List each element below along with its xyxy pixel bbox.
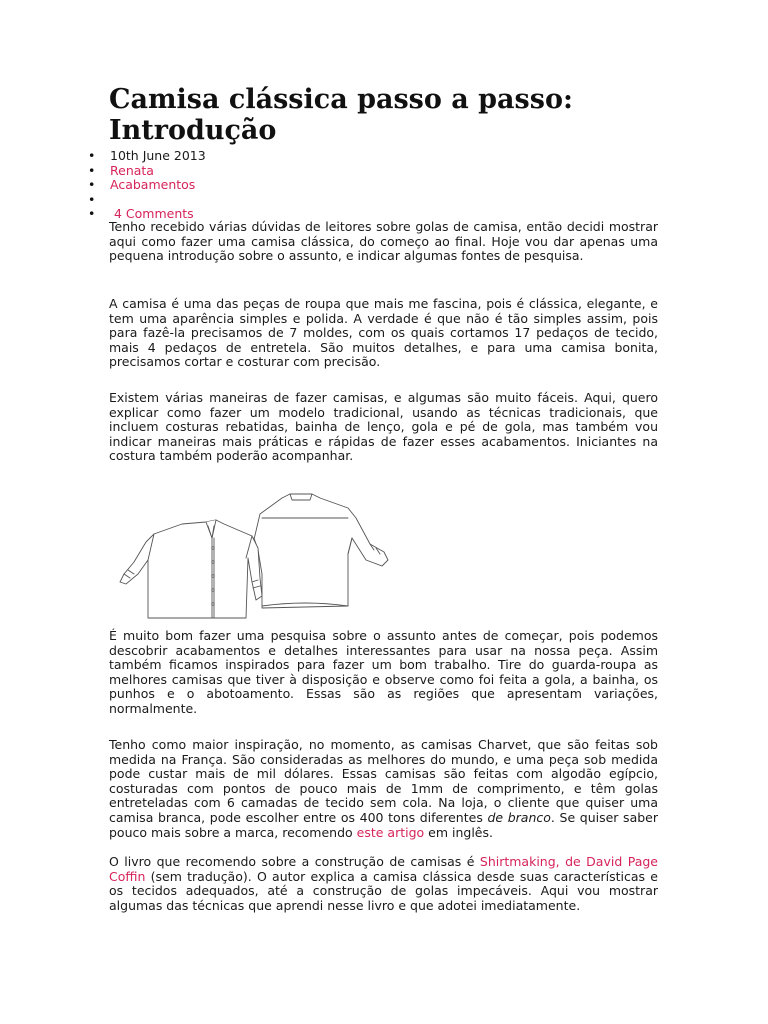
shirt-back-view [252, 494, 388, 608]
shirt-front-view [120, 520, 262, 618]
empty-meta-item [88, 193, 206, 208]
paragraph-intro: Tenho recebido várias dúvidas de leitores sobre golas de camisa, então decidi mostrar aqui como fazer uma camisa clássica, do começo ao final. Hoje vou dar apenas uma pequena introdução sobre o assunto, e indicar algumas fontes de pesquisa. [109, 219, 658, 264]
paragraph-livro [109, 855, 658, 913]
post-date: • 10th June 2013 [88, 149, 206, 164]
author-link[interactable]: • Renata [88, 164, 206, 179]
charvet-text-c: em inglês. [424, 824, 493, 840]
category-link[interactable]: • Acabamentos [88, 178, 206, 193]
livro-text-a: O livro que recomendo sobre a construção de camisas é [109, 854, 480, 869]
este-artigo-link[interactable]: este artigo [356, 824, 425, 840]
charvet-emphasis: de branco [487, 809, 551, 825]
paragraph-pesquisa: É muito bom fazer uma pesquisa sobre o assunto antes de começar, pois podemos descobrir acabamentos e detalhes interessantes para usar na nossa peça. Assim também ficamos inspirados para fazer um bom trabalho. Tire do guarda-roupa as melhores camisas que tiver à disposição e observe como foi feita a gola, a bainha, os punhos e o abotoamento. Essas são as regiões que apresentam variações, normalmente. [109, 628, 658, 716]
post-meta-list [88, 149, 206, 222]
shirtmaking-book-link[interactable]: Shirtmaking, de David Page Coffin [109, 854, 658, 884]
shirt-illustration [112, 478, 402, 620]
article-title: Camisa clássica passo a passo: Introdução [109, 84, 573, 146]
livro-text-b: (sem tradução). O autor explica a camisa clássica desde suas características e os tecidos adequados, até a construção de golas impecáveis. Aqui vou mostrar algumas das técnicas que aprendi nesse livro e que adotei imediatamente. [109, 868, 658, 913]
charvet-text-b: . Se quiser saber pouco mais sobre a marca, recomendo [109, 809, 658, 840]
paragraph-maneiras: Existem várias maneiras de fazer camisas, e algumas são muito fáceis. Aqui, quero explicar como fazer um modelo tradicional, usando as técnicas tradicionais, que incluem costuras rebatidas, bainha de lenço, gola e pé de gola, mas também vou indicar maneiras mais práticas e rápidas de fazer esses acabamentos. Iniciantes na costura também poderão acompanhar. [109, 390, 658, 464]
paragraph-camisa: A camisa é uma das peças de roupa que mais me fascina, pois é clássica, elegante, e tem uma aparência simples e polida. A verdade é que não é tão simples assim, pois para fazê-la precisamos de 7 moldes, com os quais cortamos 17 pedaços de tecido, mais 4 pedaços de entretela. São muitos detalhes, e para uma camisa bonita, precisamos cortar e costurar com precisão. [109, 296, 658, 370]
paragraph-charvet [109, 738, 658, 840]
charvet-text-a: Tenho como maior inspiração, no momento, as camisas Charvet, que são feitas sob medida na França. São consideradas as melhores do mundo, e uma peça sob medida pode custar mais de mil dólares. Essas camisas são feitas com algodão egípcio, costuradas com pontos de pouco mais de 1mm de comprimento, e têm golas entreteladas com 6 camadas de tecido sem cola. Na loja, o cliente que quiser uma camisa branca, pode escolher entre os 400 tons diferentes [109, 737, 658, 825]
comments-link[interactable]: • 4 Comments [88, 207, 206, 222]
